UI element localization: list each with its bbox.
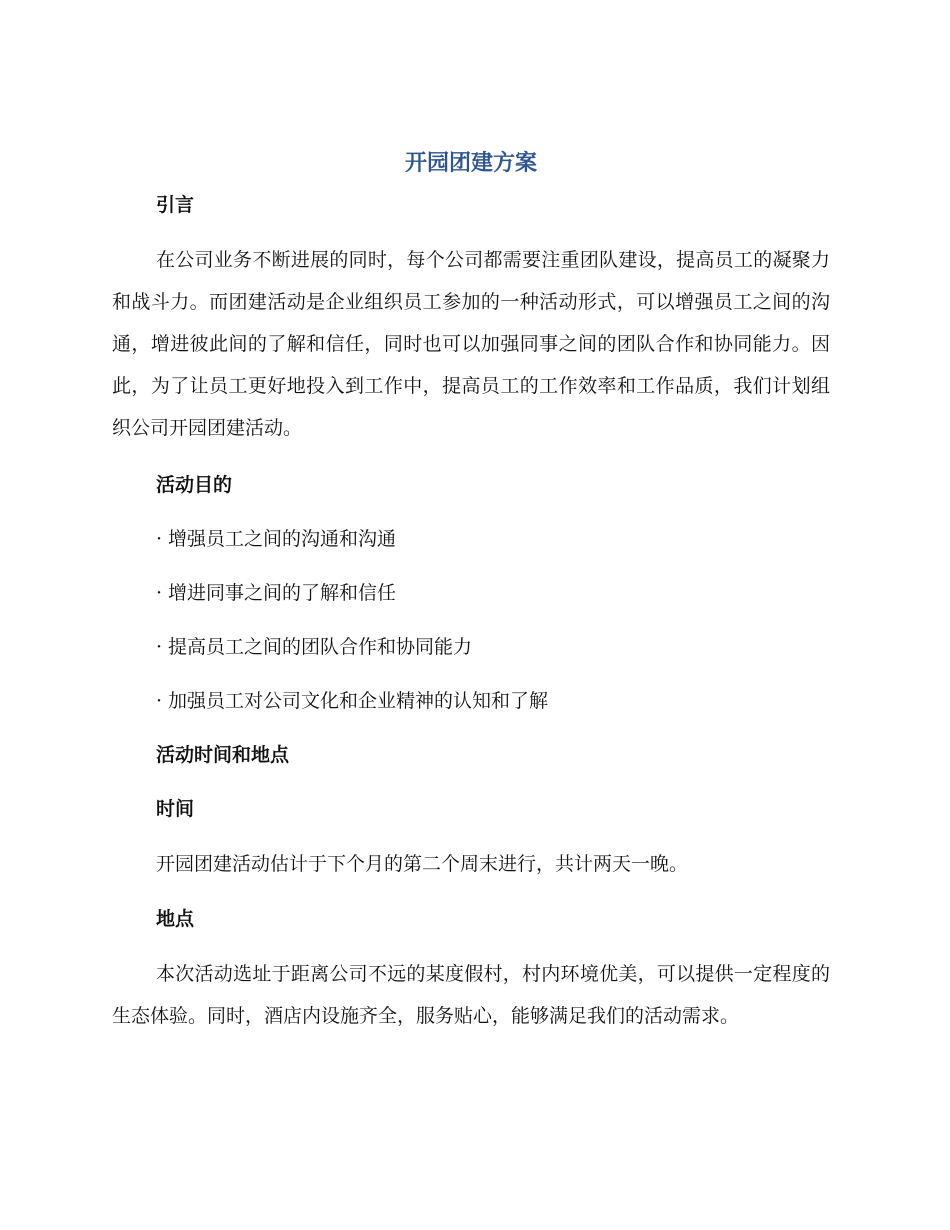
place-paragraph: 本次活动选址于距离公司不远的某度假村，村内环境优美，可以提供一定程度的生态体验。同时，酒店内设施齐全，服务贴心，能够满足我们的活动需求。	[112, 963, 830, 1027]
subsection-heading-place: 地点	[156, 908, 195, 930]
bullet-icon: ·	[156, 690, 163, 712]
list-item	[112, 681, 830, 721]
list-item	[112, 573, 830, 613]
section-heading-time-place: 活动时间和地点	[156, 744, 290, 766]
list-item-text: 增进同事之间的了解和信任	[168, 582, 397, 604]
bullet-icon: ·	[156, 528, 163, 550]
list-item-text: 增强员工之间的沟通和沟通	[168, 528, 397, 550]
list-item-text: 加强员工对公司文化和企业精神的认知和了解	[168, 690, 549, 712]
section-heading-purpose: 活动目的	[156, 474, 233, 496]
section-heading-intro: 引言	[156, 194, 195, 216]
document-title: 开园团建方案	[404, 151, 537, 176]
intro-paragraph: 在公司业务不断进展的同时，每个公司都需要注重团队建设，提高员工的凝聚力和战斗力。而团建活动是企业组织员工参加的一种活动形式，可以增强员工之间的沟通，增进彼此间的了解和信任，同时也可以加强同事之间的团队合作和协同能力。因此，为了让员工更好地投入到工作中，提高员工的工作效率和工作品质，我们计划组织公司开园团建活动。	[112, 249, 830, 439]
bullet-icon: ·	[156, 636, 163, 658]
list-item	[112, 627, 830, 667]
time-paragraph: 开园团建活动估计于下个月的第二个周末进行，共计两天一晚。	[156, 853, 689, 875]
list-item	[112, 519, 830, 559]
subsection-heading-time: 时间	[156, 798, 195, 820]
bullet-icon: ·	[156, 582, 163, 604]
document-page	[112, 143, 830, 1037]
list-item-text: 提高员工之间的团队合作和协同能力	[168, 636, 473, 658]
